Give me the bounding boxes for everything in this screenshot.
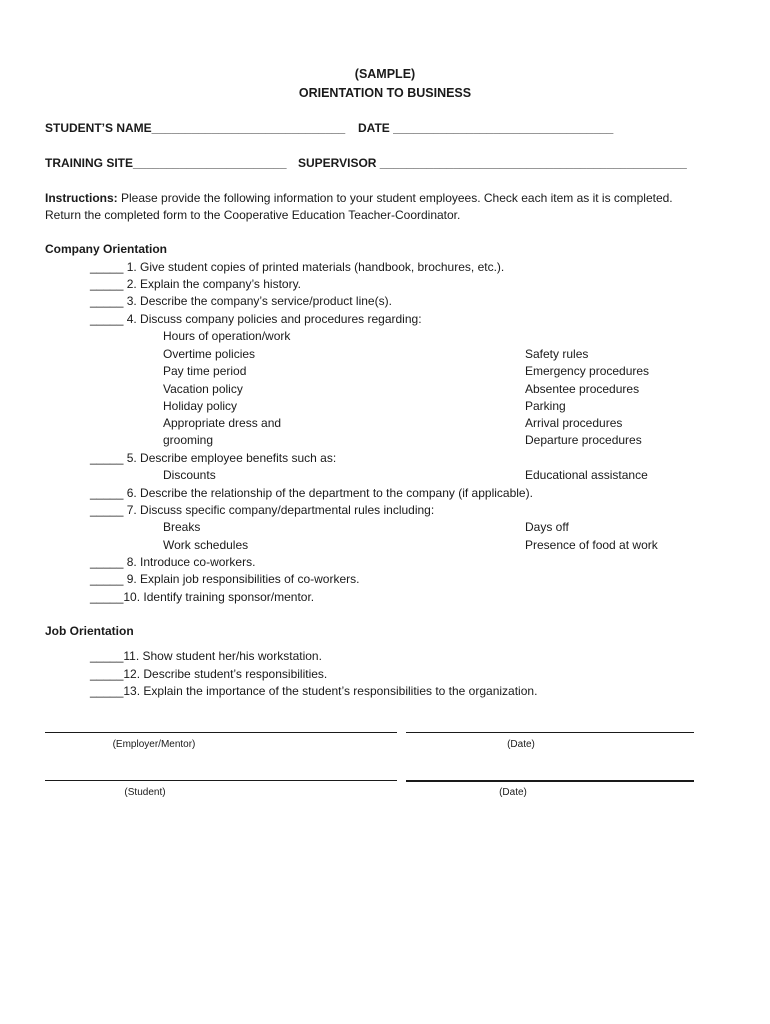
instructions-line-2: Return the completed form to the Cooperative Education Teacher-Coordinator. — [45, 208, 461, 222]
rule-item: Days off — [525, 520, 569, 534]
supervisor-field[interactable]: SUPERVISOR ______________________________________________ — [298, 156, 687, 170]
page-title: ORIENTATION TO BUSINESS — [298, 86, 472, 100]
sample-label: (SAMPLE) — [354, 67, 416, 81]
benefit-item: Educational assistance — [525, 468, 648, 482]
employer-signature-line[interactable] — [45, 732, 397, 733]
policy-item: Emergency procedures — [525, 364, 650, 378]
checklist-item-12[interactable]: _____12. Describe student’s responsibilities. — [90, 667, 328, 681]
policy-item: grooming — [163, 433, 214, 447]
job-orientation-heading: Job Orientation — [45, 624, 134, 638]
policy-item: Hours of operation/work — [163, 329, 291, 343]
policy-item: Pay time period — [163, 364, 247, 378]
date-label: (Date) — [507, 739, 535, 750]
instructions-line-1 — [45, 190, 673, 207]
checklist-item-1[interactable]: _____ 1. Give student copies of printed materials (handbook, brochures, etc.). — [90, 260, 505, 274]
instructions-label: Instructions: — [45, 191, 118, 205]
instructions-text: Please provide the following information to your student employees. Check each item as it is completed. — [121, 191, 673, 205]
checklist-item-5[interactable]: _____ 5. Describe employee benefits such as: — [90, 451, 337, 465]
checklist-item-6[interactable]: _____ 6. Describe the relationship of the department to the company (if applicable). — [90, 486, 533, 500]
policy-item: Absentee procedures — [525, 382, 640, 396]
benefit-item: Discounts — [163, 468, 216, 482]
rule-item: Work schedules — [163, 538, 249, 552]
date-field[interactable]: DATE _________________________________ — [358, 121, 614, 135]
policy-item: Holiday policy — [163, 399, 238, 413]
date-label: (Date) — [499, 787, 527, 798]
student-name-field[interactable]: STUDENT’S NAME_____________________________ — [45, 121, 346, 135]
checklist-item-11[interactable]: _____11. Show student her/his workstation. — [90, 649, 322, 663]
policy-item: Parking — [525, 399, 566, 413]
checklist-item-3[interactable]: _____ 3. Describe the company’s service/product line(s). — [90, 294, 392, 308]
student-signature-line[interactable] — [45, 780, 397, 781]
date-signature-line[interactable] — [406, 780, 694, 782]
checklist-item-13[interactable]: _____13. Explain the importance of the student’s responsibilities to the organization. — [90, 684, 538, 698]
checklist-item-2[interactable]: _____ 2. Explain the company’s history. — [90, 277, 302, 291]
checklist-item-8[interactable]: _____ 8. Introduce co-workers. — [90, 555, 256, 569]
student-label: (Student) — [124, 787, 166, 798]
policy-item: Safety rules — [525, 347, 589, 361]
policy-item: Overtime policies — [163, 347, 256, 361]
company-orientation-heading: Company Orientation — [45, 242, 168, 256]
employer-mentor-label: (Employer/Mentor) — [112, 739, 196, 750]
checklist-item-9[interactable]: _____ 9. Explain job responsibilities of co-workers. — [90, 572, 360, 586]
checklist-item-7[interactable]: _____ 7. Discuss specific company/departmental rules including: — [90, 503, 435, 517]
training-site-field[interactable]: TRAINING SITE_______________________ — [45, 156, 287, 170]
checklist-item-10[interactable]: _____10. Identify training sponsor/mentor. — [90, 590, 315, 604]
checklist-item-4[interactable]: _____ 4. Discuss company policies and procedures regarding: — [90, 312, 422, 326]
policy-item: Arrival procedures — [525, 416, 623, 430]
policy-item: Appropriate dress and — [163, 416, 282, 430]
rule-item: Presence of food at work — [525, 538, 658, 552]
rule-item: Breaks — [163, 520, 201, 534]
date-signature-line[interactable] — [406, 732, 694, 733]
policy-item: Vacation policy — [163, 382, 243, 396]
policy-item: Departure procedures — [525, 433, 642, 447]
